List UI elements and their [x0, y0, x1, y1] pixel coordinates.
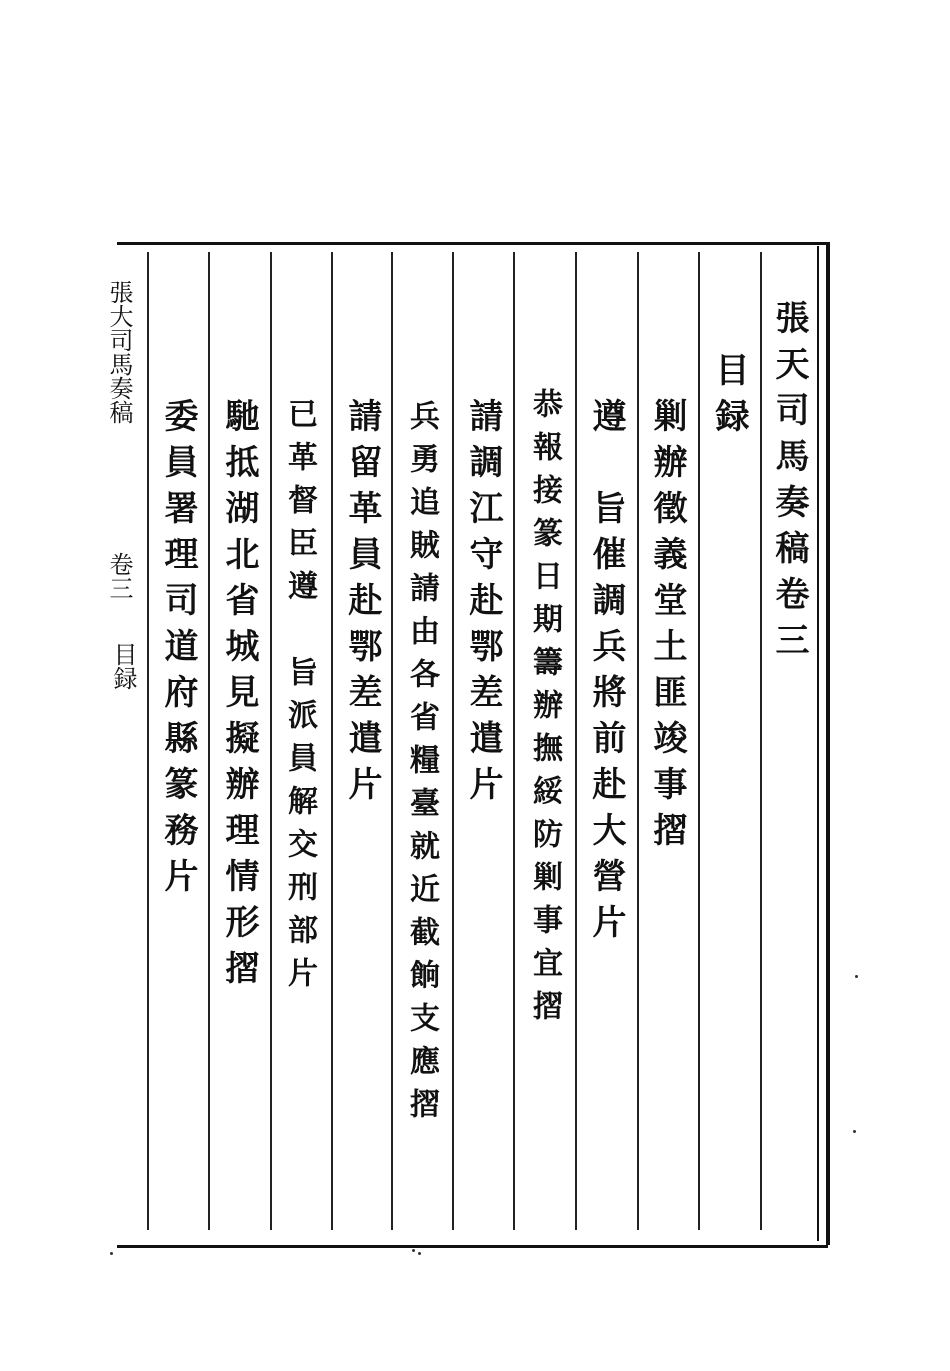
ink-speck	[412, 1249, 415, 1252]
toc-entry: 請留革員赴鄂差遣片	[342, 398, 382, 812]
column-rule	[698, 252, 700, 1230]
column-rule	[391, 252, 393, 1230]
column-rule	[575, 252, 577, 1230]
toc-entry: 馳抵湖北省城見擬辦理情形摺	[219, 398, 259, 996]
ink-speck	[853, 1130, 856, 1133]
toc-entry: 已革督臣遵 旨派員解交刑部片	[282, 398, 317, 1000]
toc-entry: 遵 旨催調兵將前赴大營片	[586, 398, 626, 950]
column-rule	[331, 252, 333, 1230]
column-rule	[270, 252, 272, 1230]
page-border-right-thick	[826, 242, 830, 1245]
toc-entry: 委員署理司道府縣篆務片	[158, 398, 198, 904]
column-rule	[760, 252, 762, 1230]
section-heading: 目録	[709, 352, 749, 444]
column-rule	[208, 252, 210, 1230]
ink-speck	[110, 1252, 113, 1255]
margin-volume: 卷三	[105, 552, 133, 600]
document-title: 張天司馬奏稿卷三	[769, 300, 809, 668]
page-border-right-thin	[817, 246, 819, 1241]
column-rule	[513, 252, 515, 1230]
column-rule	[452, 252, 454, 1230]
column-rule	[147, 252, 149, 1230]
toc-entry: 剿辦徵義堂土匪竣事摺	[647, 398, 687, 858]
ink-speck	[418, 1252, 421, 1255]
margin-book-title: 張大司馬奏稿	[105, 280, 133, 424]
toc-entry: 恭報接篆日期籌辦撫綏防剿事宜摺	[527, 388, 562, 1033]
margin-section: 目録	[109, 642, 137, 690]
ink-speck	[855, 975, 858, 978]
toc-entry: 請調江守赴鄂差遣片	[463, 398, 503, 812]
column-rule	[637, 252, 639, 1230]
toc-entry: 兵勇追賊請由各省糧臺就近截餉支應摺	[404, 400, 439, 1131]
